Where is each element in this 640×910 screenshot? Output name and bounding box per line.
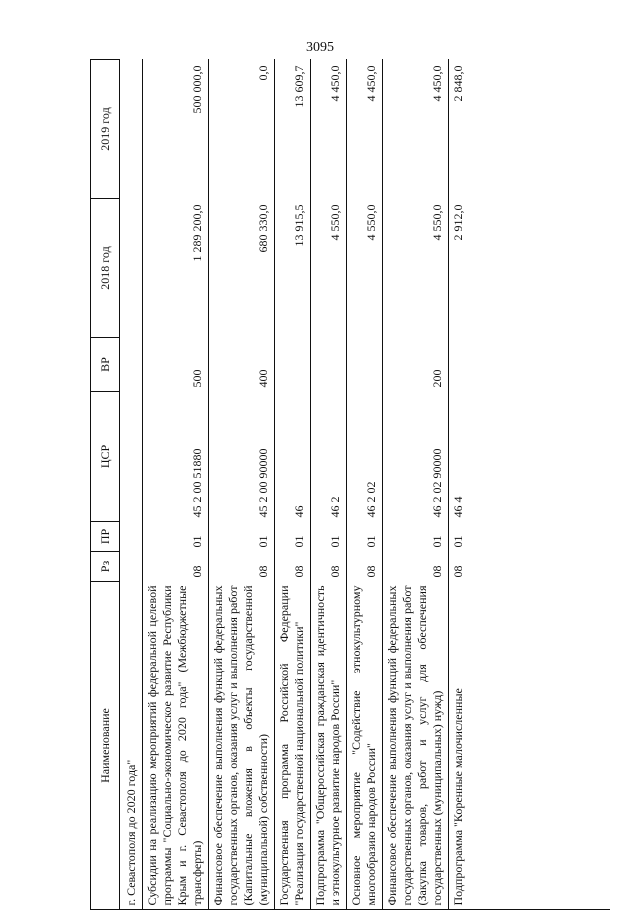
row-name: Подпрограмма "Коренные малочисленные <box>449 582 470 910</box>
table-row <box>120 60 143 910</box>
row-csr: 46 <box>275 392 311 522</box>
row-vr <box>311 338 347 392</box>
row-2019: 0,0 <box>209 60 275 199</box>
row-rz: 08 <box>311 552 347 582</box>
row-csr: 45 2 00 90000 <box>209 392 275 522</box>
row-rz: 08 <box>449 552 470 582</box>
row-vr <box>347 338 383 392</box>
row-2019: 500 000,0 <box>143 60 209 199</box>
table-row <box>275 60 311 910</box>
row-pr: 01 <box>449 522 470 552</box>
row-pr: 01 <box>275 522 311 552</box>
row-pr: 01 <box>209 522 275 552</box>
header-2018: 2018 год <box>91 199 120 338</box>
row-csr: 46 2 02 90000 <box>383 392 449 522</box>
header-rz: Рз <box>91 552 120 582</box>
row-2019: 2 848,0 <box>449 60 470 199</box>
row-name: Основное мероприятие "Содействие этнокультурному многообразию народов России" <box>347 582 383 910</box>
table-header-row <box>91 60 120 910</box>
row-vr: 200 <box>383 338 449 392</box>
header-name: Наименование <box>91 582 120 910</box>
header-pr: ПР <box>91 522 120 552</box>
row-2018: 1 289 200,0 <box>143 199 209 338</box>
header-2019: 2019 год <box>91 60 120 199</box>
row-name: Финансовое обеспечение выполнения функций федеральных государственных органов, оказания услуг и выполнения работ (Закупка товаров, работ и услуг для обеспечения государственных (муниципальных) нужд) <box>383 582 449 910</box>
row-name: г. Севастополя до 2020 года" <box>124 759 138 906</box>
table-row <box>143 60 209 910</box>
row-rz: 08 <box>383 552 449 582</box>
row-pr: 01 <box>311 522 347 552</box>
rotated-page-area <box>90 60 610 910</box>
row-csr <box>120 392 143 522</box>
row-name: Субсидии на реализацию мероприятий федеральной целевой программы "Социально-экономическое развитие Республики Крым и г. Севастополя до 2020 года" (Межбюджетные трансферты) <box>143 582 209 910</box>
table-row <box>311 60 347 910</box>
row-2018: 13 915,5 <box>275 199 311 338</box>
row-2018: 4 550,0 <box>311 199 347 338</box>
row-csr: 46 4 <box>449 392 470 522</box>
row-2019: 4 450,0 <box>311 60 347 199</box>
header-vr: ВР <box>91 338 120 392</box>
row-pr: 01 <box>383 522 449 552</box>
header-csr: ЦСР <box>91 392 120 522</box>
row-vr <box>120 338 143 392</box>
row-2018: 2 912,0 <box>449 199 470 338</box>
row-csr: 46 2 <box>311 392 347 522</box>
row-vr <box>449 338 470 392</box>
row-rz <box>120 552 143 582</box>
row-2018 <box>120 199 143 338</box>
row-2019: 13 609,7 <box>275 60 311 199</box>
table-row <box>209 60 275 910</box>
page-number: 3095 <box>306 40 334 55</box>
row-vr: 400 <box>209 338 275 392</box>
table-row <box>347 60 383 910</box>
row-vr <box>275 338 311 392</box>
row-name: Подпрограмма "Общероссийская гражданская идентичность и этнокультурное развитие народов России" <box>311 582 347 910</box>
row-name: Финансовое обеспечение выполнения функций федеральных государственных органов, оказания услуг и выполнения работ (Капитальные вложения в объекты государственной (муниципальной) собственности) <box>209 582 275 910</box>
budget-table <box>90 59 469 910</box>
row-2019 <box>120 60 143 199</box>
row-pr: 01 <box>347 522 383 552</box>
row-rz: 08 <box>347 552 383 582</box>
table-row <box>449 60 470 910</box>
row-csr: 46 2 02 <box>347 392 383 522</box>
table-row <box>383 60 449 910</box>
row-rz: 08 <box>209 552 275 582</box>
row-2019: 4 450,0 <box>383 60 449 199</box>
budget-table-sheet <box>90 60 610 910</box>
row-pr: 01 <box>143 522 209 552</box>
row-csr: 45 2 00 51880 <box>143 392 209 522</box>
row-pr <box>120 522 143 552</box>
row-vr: 500 <box>143 338 209 392</box>
row-rz: 08 <box>143 552 209 582</box>
row-name: Государственная программа Российской Федерации "Реализация государственной национальной политики" <box>275 582 311 910</box>
row-2018: 680 330,0 <box>209 199 275 338</box>
row-2019: 4 450,0 <box>347 60 383 199</box>
row-2018: 4 550,0 <box>383 199 449 338</box>
row-rz: 08 <box>275 552 311 582</box>
row-2018: 4 550,0 <box>347 199 383 338</box>
